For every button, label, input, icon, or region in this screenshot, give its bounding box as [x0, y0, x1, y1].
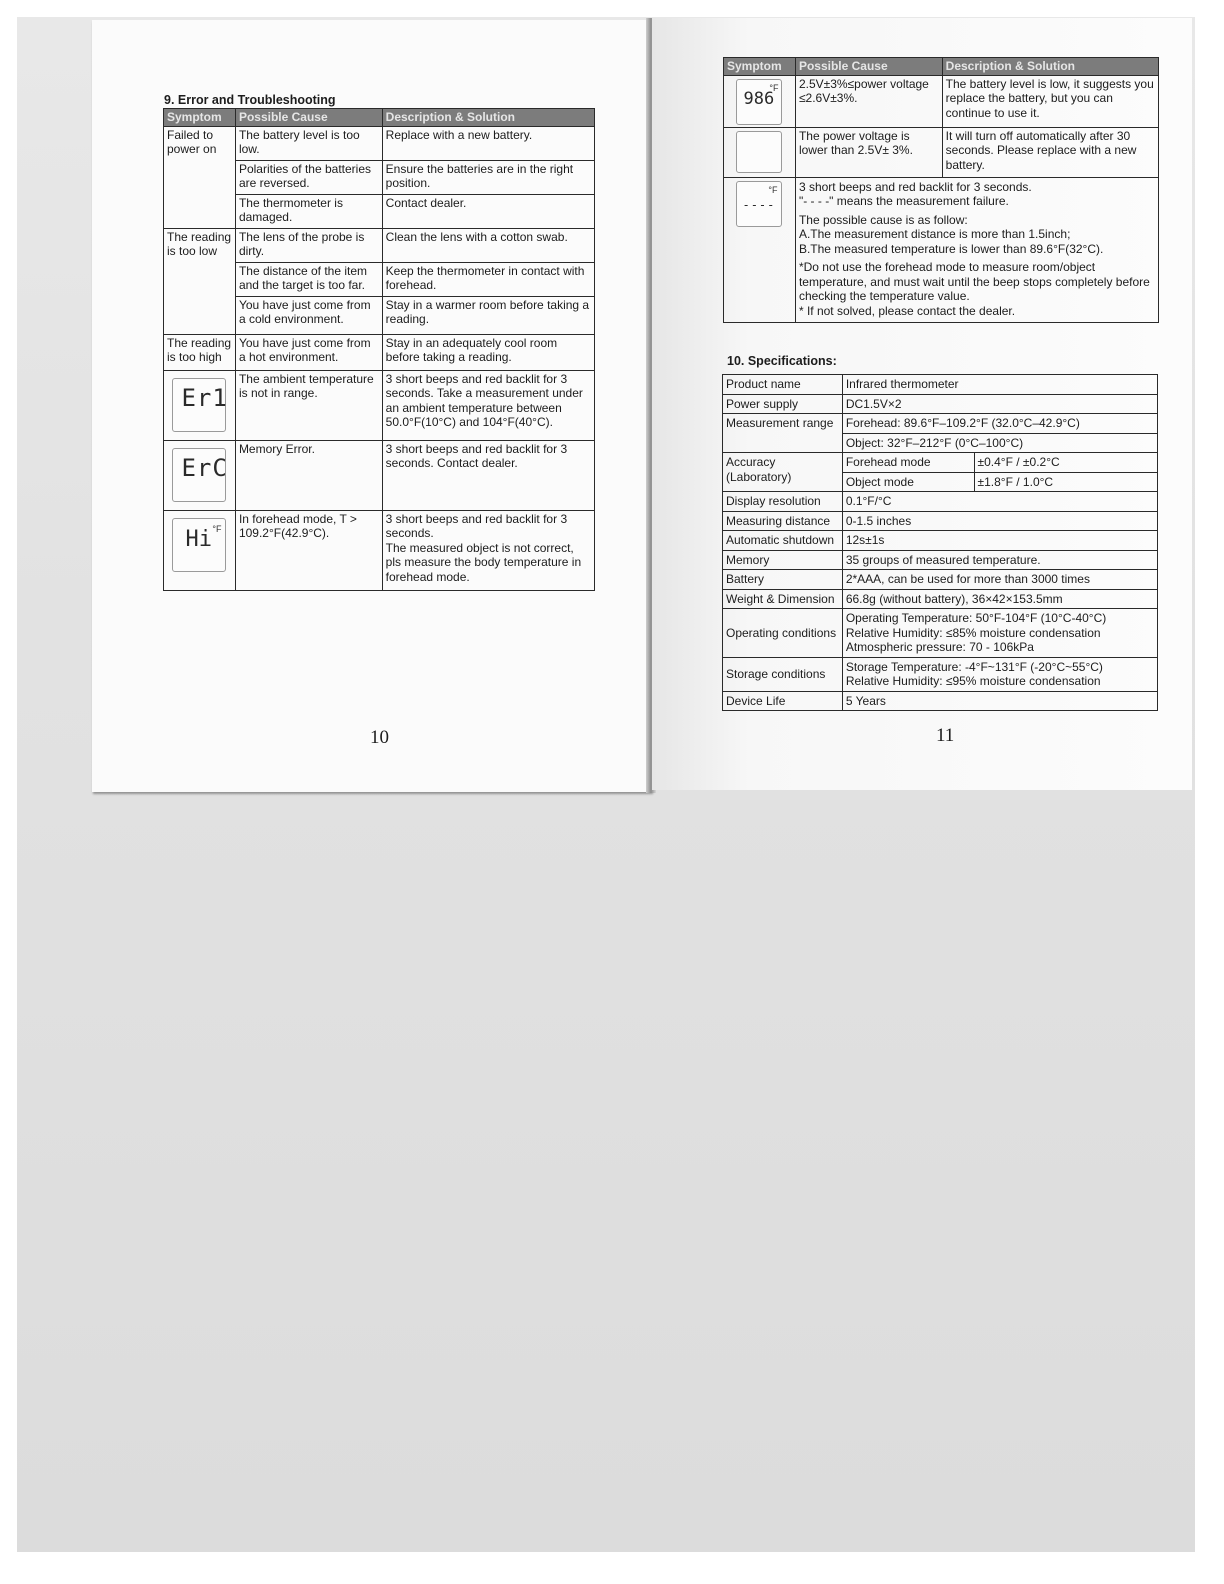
header-symptom: Symptom: [164, 109, 236, 127]
blank-lcd-display-icon: [736, 131, 782, 173]
solution-cell: [382, 510, 594, 590]
symptom-cell: Failed to power on: [164, 126, 236, 228]
cause-cell: The ambient temperature is not in range.: [235, 370, 382, 440]
spec-label: Operating conditions: [723, 609, 843, 658]
spec-label: Measurement range: [723, 414, 843, 453]
description-line: * If not solved, please contact the dealer.: [798, 303, 1016, 318]
symptom-cell: The reading is too high: [164, 334, 236, 370]
spec-label: Storage conditions: [723, 657, 843, 691]
table-row: [724, 177, 1159, 323]
spec-line: Relative Humidity: ≤95% moisture condensation: [845, 674, 1101, 688]
cause-cell: The power voltage is lower than 2.5V± 3%.: [795, 127, 942, 177]
description-line: B.The measured temperature is lower than 89.6°F(32°C).: [798, 241, 1104, 256]
spec-row: [723, 609, 1158, 658]
spec-value: 2*AAA, can be used for more than 3000 times: [842, 570, 1157, 590]
cause-cell: The distance of the item and the target is too far.: [235, 262, 382, 296]
solution-cell: The battery level is low, it suggests you replace the battery, but you can continue to use it.: [942, 75, 1158, 127]
cause-cell: You have just come from a hot environment.: [235, 334, 382, 370]
symptom-display-cell: [164, 440, 236, 510]
accuracy-value: ±0.4°F / ±0.2°C: [974, 453, 1157, 473]
spec-value: Forehead: 89.6°F–109.2°F (32.0°C–42.9°C): [842, 414, 1157, 434]
header-description-solution: Description & Solution: [382, 109, 594, 127]
header-symptom: Symptom: [724, 58, 796, 76]
right-page: [652, 18, 1192, 790]
spec-row: [723, 492, 1158, 512]
table-row: [164, 228, 595, 262]
spec-row: [723, 691, 1158, 711]
cause-cell: Polarities of the batteries are reversed.: [235, 160, 382, 194]
troubleshooting-table: [163, 108, 595, 591]
troubleshooting-title: 9. Error and Troubleshooting: [164, 93, 336, 107]
solution-cell: Ensure the batteries are in the right position.: [382, 160, 594, 194]
spec-label: Automatic shutdown: [723, 531, 843, 551]
page-number-left: 10: [370, 727, 389, 748]
lcd-display-icon: [172, 448, 226, 502]
lcd-code: 986: [743, 88, 775, 109]
spec-row: [723, 511, 1158, 531]
cause-cell: The battery level is too low.: [235, 126, 382, 160]
cause-cell: 2.5V±3%≤power voltage ≤2.6V±3%.: [795, 75, 942, 127]
solution-cell: Keep the thermometer in contact with forehead.: [382, 262, 594, 296]
spec-row: [723, 531, 1158, 551]
spec-value: DC1.5V×2: [842, 394, 1157, 414]
spec-label: Memory: [723, 550, 843, 570]
symptom-display-cell: [724, 177, 796, 323]
spec-line: Operating Temperature: 50°F-104°F (10°C-40°C): [845, 611, 1107, 625]
table-row: [164, 440, 595, 510]
description-line: "- - - -" means the measurement failure.: [798, 194, 1009, 208]
spec-line: Storage Temperature: -4°F~131°F (-20°C~55°C): [845, 659, 1103, 674]
lcd-unit: °F: [212, 523, 222, 534]
table-row: [164, 370, 595, 440]
spec-label: Device Life: [723, 691, 843, 711]
lcd-display-icon: [736, 181, 782, 227]
lcd-code: Er1: [181, 383, 228, 412]
table-row: [724, 75, 1159, 127]
spec-value: 5 Years: [842, 691, 1157, 711]
spec-label: Battery: [723, 570, 843, 590]
symptom-display-cell: [724, 75, 796, 127]
table-row: [164, 510, 595, 590]
lcd-unit: °F: [768, 184, 778, 195]
failure-description-cell: [795, 177, 1158, 323]
cause-cell: The lens of the probe is dirty.: [235, 228, 382, 262]
spec-value: 35 groups of measured temperature.: [842, 550, 1157, 570]
symptom-display-cell: [164, 370, 236, 440]
spec-row: [723, 375, 1158, 395]
accuracy-mode: Forehead mode: [842, 453, 974, 473]
spec-line: Relative Humidity: ≤85% moisture condensation: [845, 625, 1101, 640]
accuracy-mode: Object mode: [842, 472, 974, 492]
symptom-display-cell: [164, 510, 236, 590]
solution-line: 3 short beeps and red backlit for 3 seconds.: [385, 511, 568, 540]
header-possible-cause: Possible Cause: [795, 58, 942, 76]
spec-label: Power supply: [723, 394, 843, 414]
symptom-display-cell: [724, 127, 796, 177]
solution-cell: Stay in a warmer room before taking a reading.: [382, 296, 594, 334]
spec-label: Product name: [723, 375, 843, 395]
spec-value: 0-1.5 inches: [842, 511, 1157, 531]
cause-cell: You have just come from a cold environment.: [235, 296, 382, 334]
accuracy-value: ±1.8°F / 1.0°C: [974, 472, 1157, 492]
solution-cell: It will turn off automatically after 30 seconds. Please replace with a new battery.: [942, 127, 1158, 177]
lcd-display-icon: [172, 378, 226, 432]
spec-row: [723, 394, 1158, 414]
spec-label: Measuring distance: [723, 511, 843, 531]
specifications-table: [722, 374, 1158, 711]
spec-row: [723, 657, 1158, 691]
header-description-solution: Description & Solution: [942, 58, 1158, 76]
cause-cell: In forehead mode, T > 109.2°F(42.9°C).: [235, 510, 382, 590]
troubleshooting-table-continued: [723, 57, 1159, 323]
left-page: [92, 20, 652, 792]
spec-value: Infrared thermometer: [842, 375, 1157, 395]
lcd-code: Hi: [185, 526, 212, 552]
spec-value: 66.8g (without battery), 36×42×153.5mm: [842, 589, 1157, 609]
spec-value: 0.1°F/°C: [842, 492, 1157, 512]
table-row: [724, 127, 1159, 177]
spec-value: [842, 609, 1157, 658]
spec-label: Accuracy (Laboratory): [723, 453, 843, 492]
spec-line: Atmospheric pressure: 70 - 106kPa: [845, 640, 1034, 654]
table-row: [164, 126, 595, 160]
lcd-code: ----: [742, 197, 776, 212]
lcd-display-icon: [736, 79, 782, 125]
solution-cell: 3 short beeps and red backlit for 3 seconds. Contact dealer.: [382, 440, 594, 510]
lcd-display-icon: [172, 518, 226, 572]
lcd-code: ErC: [181, 453, 228, 482]
spec-value: Object: 32°F–212°F (0°C–100°C): [842, 433, 1157, 453]
description-line: *Do not use the forehead mode to measure room/object temperature, and must wait until the beep stops completely before checking the temperature value.: [798, 260, 1150, 303]
description-line: The possible cause is as follow:: [798, 212, 968, 227]
spec-row: [723, 570, 1158, 590]
solution-cell: 3 short beeps and red backlit for 3 seconds. Take a measurement under an ambient temperature between 50.0°F(10°C) and 104°F(40°C).: [382, 370, 594, 440]
solution-cell: Stay in an adequately cool room before taking a reading.: [382, 334, 594, 370]
symptom-cell: The reading is too low: [164, 228, 236, 334]
spec-row: [723, 550, 1158, 570]
spec-row: [723, 414, 1158, 434]
solution-cell: Replace with a new battery.: [382, 126, 594, 160]
spec-label: Display resolution: [723, 492, 843, 512]
spec-value: 12s±1s: [842, 531, 1157, 551]
solution-cell: Clean the lens with a cotton swab.: [382, 228, 594, 262]
solution-line: The measured object is not correct, pls measure the body temperature in forehead mode.: [385, 540, 582, 584]
header-possible-cause: Possible Cause: [235, 109, 382, 127]
spec-label: Weight & Dimension: [723, 589, 843, 609]
spec-value: [842, 657, 1157, 691]
spec-row: [723, 589, 1158, 609]
specifications-title: 10. Specifications:: [727, 354, 837, 368]
cause-cell: Memory Error.: [235, 440, 382, 510]
description-line: 3 short beeps and red backlit for 3 seconds.: [798, 179, 1032, 194]
table-header-row: [724, 58, 1159, 76]
page-number-right: 11: [936, 725, 955, 746]
solution-cell: Contact dealer.: [382, 194, 594, 228]
spec-row: [723, 453, 1158, 473]
description-line: A.The measurement distance is more than 1.5inch;: [798, 227, 1071, 241]
table-header-row: [164, 109, 595, 127]
lcd-unit: °F: [769, 82, 779, 93]
cause-cell: The thermometer is damaged.: [235, 194, 382, 228]
table-row: [164, 334, 595, 370]
